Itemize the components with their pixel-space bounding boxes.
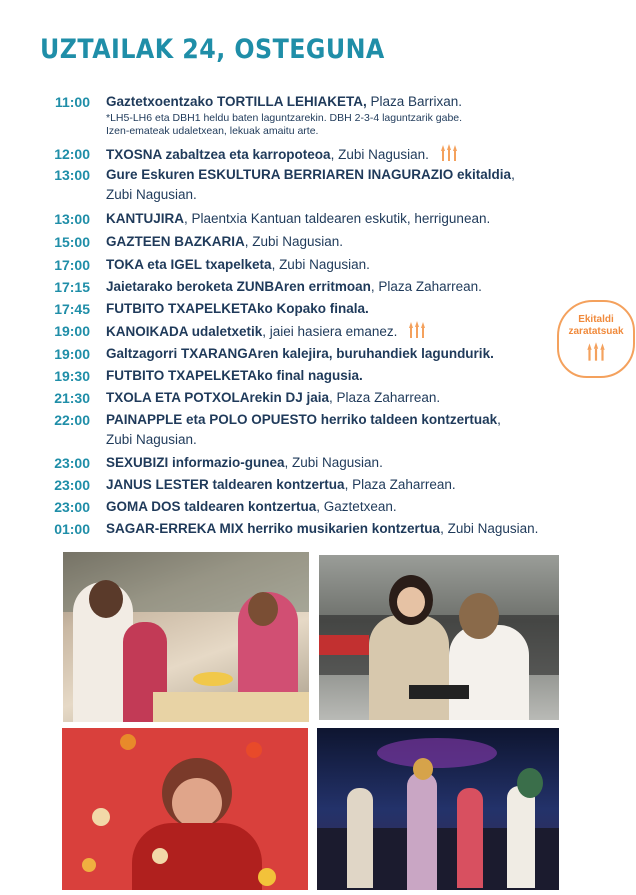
list-item: 19:00 KANOIKADA udaletxetik, jaiei hasiera emanez.	[0, 321, 636, 342]
event-time: 17:15	[54, 279, 90, 295]
schedule-list	[0, 92, 636, 539]
tortilla-contest-photo	[63, 552, 309, 722]
event-time: 21:30	[54, 390, 90, 406]
event-title: Galtzagorri TXARANGAren kalejira, buruhandiek lagundurik.	[106, 346, 494, 361]
event-time: 23:00	[54, 499, 90, 515]
event-title: KANOIKADA udaletxetik	[106, 324, 263, 339]
event-title: JANUS LESTER taldearen kontzertua	[106, 477, 345, 492]
list-item	[0, 299, 636, 319]
singer-portrait-photo	[62, 728, 308, 890]
event-time: 22:00	[54, 412, 90, 428]
event-time: 01:00	[54, 521, 90, 537]
event-time: 11:00	[54, 94, 90, 110]
event-title: PAINAPPLE eta POLO OPUESTO herriko taldeen kontzertuak	[106, 412, 498, 427]
event-title: FUTBITO TXAPELKETAko Kopako finala.	[106, 301, 369, 316]
event-time: 13:00	[54, 211, 90, 227]
event-time: 23:00	[54, 455, 90, 471]
event-title: Gaztetxoentzako TORTILLA LEHIAKETA, Plaza Barrixan.	[106, 94, 463, 109]
event-note: *LH5-LH6 eta DBH1 heldu baten laguntzarekin. DBH 2-3-4 laguntzarik gabe.	[106, 112, 463, 124]
event-note: Izen-emateak udaletxean, lekuak amaitu arte.	[106, 125, 319, 137]
concert-stage-photo	[317, 728, 559, 890]
list-item	[0, 92, 636, 144]
event-title: KANTUJIRA	[106, 211, 185, 226]
list-item	[0, 344, 636, 364]
event-title: Jaietarako beroketa ZUNBAren erritmoan	[106, 279, 371, 294]
list-item: 13:00 KANTUJIRA, Plaentxia Kantuan taldearen eskutik, herrigunean.	[0, 209, 636, 229]
event-title: TOKA eta IGEL txapelketa	[106, 257, 272, 272]
event-title: SEXUBIZI informazio-gunea	[106, 455, 285, 470]
list-item: 12:00 TXOSNA zabaltzea eta karropoteoa, Zubi Nagusian.	[0, 144, 636, 165]
page-title: UZTAILAK 24, OSTEGUNA	[40, 34, 385, 65]
event-title: SAGAR-ERREKA MIX herriko musikarien kontzertua	[106, 521, 441, 536]
dj-photo	[319, 555, 559, 720]
firework-icon	[583, 342, 609, 362]
firework-icon	[405, 321, 429, 339]
list-item: 17:15 Jaietarako beroketa ZUNBAren erritmoan, Plaza Zaharrean.	[0, 277, 636, 297]
event-title: FUTBITO TXAPELKETAko final nagusia.	[106, 368, 363, 383]
event-title: Gure Eskuren ESKULTURA BERRIAREN INAGURAZIO ekitaldia	[106, 167, 512, 182]
list-item: 21:30 TXOLA ETA POTXOLArekin DJ jaia, Plaza Zaharrean.	[0, 388, 636, 408]
list-item: 01:00 SAGAR-ERREKA MIX herriko musikarien kontzertua, Zubi Nagusian.	[0, 519, 636, 539]
list-item: 23:00 GOMA DOS taldearen kontzertua, Gaztetxean.	[0, 497, 636, 517]
event-time: 12:00	[54, 146, 90, 162]
event-title: TXOLA ETA POTXOLArekin DJ jaia	[106, 390, 330, 405]
list-item: 17:00 TOKA eta IGEL txapelketa, Zubi Nagusian.	[0, 255, 636, 275]
event-time: 15:00	[54, 234, 90, 250]
list-item: 22:00 PAINAPPLE eta POLO OPUESTO herriko taldeen kontzertuak, Zubi Nagusian.	[0, 410, 636, 450]
event-title: GAZTEEN BAZKARIA	[106, 234, 245, 249]
event-time: 19:00	[54, 346, 90, 362]
event-title: GOMA DOS taldearen kontzertua	[106, 499, 317, 514]
firework-icon	[437, 144, 461, 162]
list-item: 23:00 JANUS LESTER taldearen kontzertua, Plaza Zaharrean.	[0, 475, 636, 495]
list-item: 23:00 SEXUBIZI informazio-gunea, Zubi Nagusian.	[0, 453, 636, 473]
event-time: 17:45	[54, 301, 90, 317]
list-item: 13:00 Gure Eskuren ESKULTURA BERRIAREN INAGURAZIO ekitaldia, Zubi Nagusian.	[0, 165, 636, 205]
event-time: 19:30	[54, 368, 90, 384]
event-time: 19:00	[54, 323, 90, 339]
list-item: 15:00 GAZTEEN BAZKARIA, Zubi Nagusian.	[0, 232, 636, 252]
noisy-events-badge: Ekitaldi zaratatsuak	[557, 300, 635, 378]
event-time: 23:00	[54, 477, 90, 493]
event-title: TXOSNA zabaltzea eta karropoteoa	[106, 147, 331, 162]
event-time: 17:00	[54, 257, 90, 273]
list-item	[0, 366, 636, 386]
event-time: 13:00	[54, 167, 90, 183]
